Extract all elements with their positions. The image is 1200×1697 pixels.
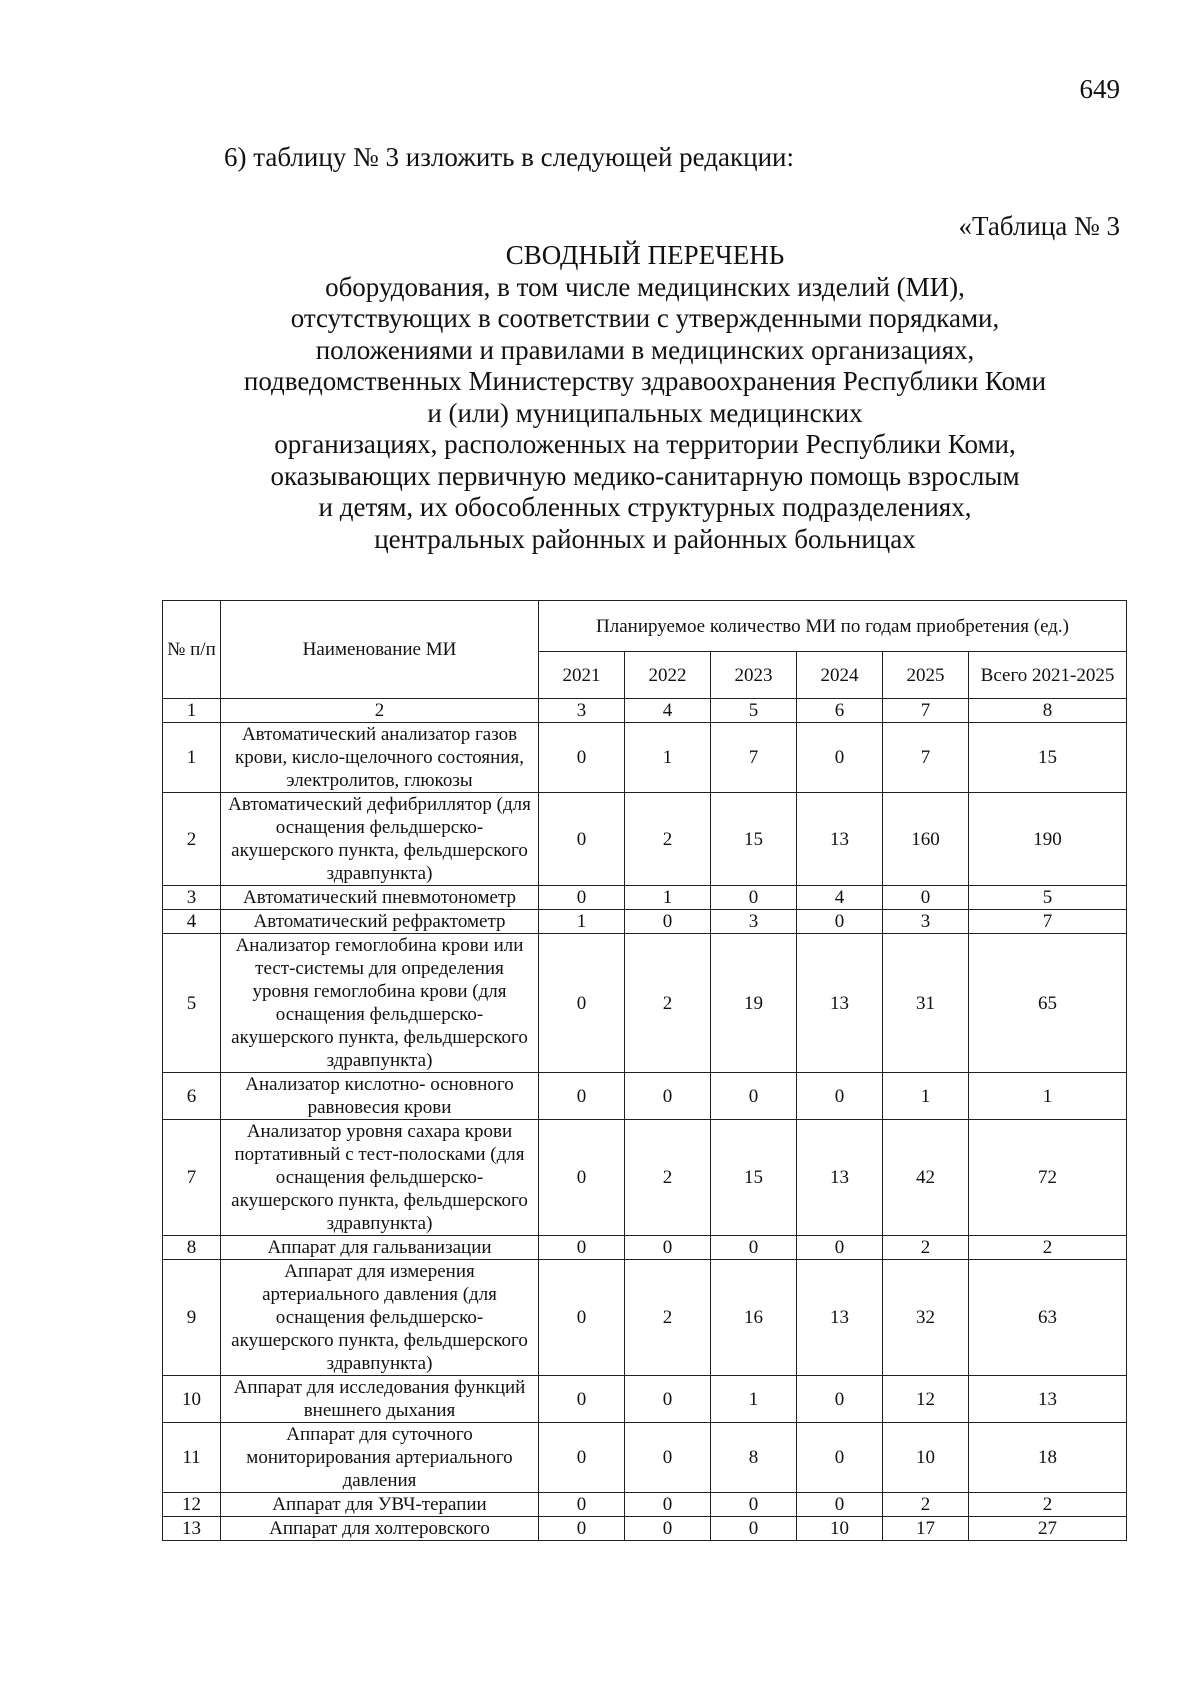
row-2025: 2 bbox=[883, 1493, 969, 1517]
heading-line: и (или) муниципальных медицинских bbox=[427, 397, 863, 428]
heading-line: отсутствующих в соответствии с утвержденными порядками, bbox=[290, 303, 1000, 333]
row-2021: 0 bbox=[539, 1517, 625, 1541]
row-2024: 0 bbox=[797, 910, 883, 934]
column-number: 1 bbox=[163, 699, 221, 723]
row-2023: 15 bbox=[711, 1120, 797, 1236]
column-number: 3 bbox=[539, 699, 625, 723]
row-2025: 42 bbox=[883, 1120, 969, 1236]
column-number: 2 bbox=[221, 699, 539, 723]
heading-line: и детям, их обособленных структурных подразделениях, bbox=[318, 492, 972, 522]
row-name: Аппарат для холтеровского bbox=[221, 1517, 539, 1541]
equipment-table bbox=[162, 600, 1127, 1541]
header-planned: Планируемое количество МИ по годам приобретения (ед.) bbox=[539, 601, 1127, 652]
row-2021: 0 bbox=[539, 1423, 625, 1493]
row-name: Автоматический анализатор газов крови, кисло-щелочного состояния, электролитов, глюкозы bbox=[221, 723, 539, 793]
row-2025: 17 bbox=[883, 1517, 969, 1541]
row-2024: 13 bbox=[797, 1260, 883, 1376]
heading-title: СВОДНЫЙ ПЕРЕЧЕНЬ bbox=[505, 240, 785, 270]
row-2022: 0 bbox=[625, 1493, 711, 1517]
document-heading bbox=[160, 240, 1130, 555]
row-2021: 0 bbox=[539, 886, 625, 910]
row-2021: 0 bbox=[539, 1120, 625, 1236]
column-number: 8 bbox=[969, 699, 1127, 723]
row-number: 1 bbox=[163, 723, 221, 793]
row-2024: 13 bbox=[797, 793, 883, 886]
row-2025: 3 bbox=[883, 910, 969, 934]
row-2025: 0 bbox=[883, 886, 969, 910]
row-2021: 0 bbox=[539, 1376, 625, 1423]
row-2023: 1 bbox=[711, 1376, 797, 1423]
row-total: 27 bbox=[969, 1517, 1127, 1541]
table-row bbox=[163, 1376, 1127, 1423]
row-total: 63 bbox=[969, 1260, 1127, 1376]
header-name: Наименование МИ bbox=[221, 601, 539, 699]
row-2025: 160 bbox=[883, 793, 969, 886]
row-2021: 0 bbox=[539, 1260, 625, 1376]
row-2022: 2 bbox=[625, 934, 711, 1073]
header-year: 2021 bbox=[539, 652, 625, 699]
row-2024: 10 bbox=[797, 1517, 883, 1541]
row-2022: 0 bbox=[625, 1517, 711, 1541]
header-year: 2022 bbox=[625, 652, 711, 699]
amendment-instruction: 6) таблицу № 3 изложить в следующей редакции: bbox=[224, 142, 794, 172]
row-number: 3 bbox=[163, 886, 221, 910]
heading-line: оказывающих первичную медико-санитарную помощь взрослым bbox=[270, 460, 1020, 491]
table-row bbox=[163, 723, 1127, 793]
row-number: 7 bbox=[163, 1120, 221, 1236]
row-total: 2 bbox=[969, 1236, 1127, 1260]
row-number: 9 bbox=[163, 1260, 221, 1376]
row-2023: 0 bbox=[711, 1236, 797, 1260]
row-name: Аппарат для исследования функций внешнего дыхания bbox=[221, 1376, 539, 1423]
row-total: 72 bbox=[969, 1120, 1127, 1236]
row-2025: 32 bbox=[883, 1260, 969, 1376]
row-total: 5 bbox=[969, 886, 1127, 910]
table-row bbox=[163, 1493, 1127, 1517]
row-2023: 0 bbox=[711, 1493, 797, 1517]
header-year: 2025 bbox=[883, 652, 969, 699]
row-2022: 2 bbox=[625, 1260, 711, 1376]
row-2023: 16 bbox=[711, 1260, 797, 1376]
page-number: 649 bbox=[1079, 74, 1120, 104]
row-2022: 1 bbox=[625, 723, 711, 793]
row-2025: 31 bbox=[883, 934, 969, 1073]
row-name: Анализатор кислотно- основного равновесия крови bbox=[221, 1073, 539, 1120]
row-2022: 0 bbox=[625, 1423, 711, 1493]
row-number: 5 bbox=[163, 934, 221, 1073]
row-2024: 0 bbox=[797, 1073, 883, 1120]
row-2024: 0 bbox=[797, 723, 883, 793]
row-number: 4 bbox=[163, 910, 221, 934]
header-year: 2023 bbox=[711, 652, 797, 699]
row-2022: 0 bbox=[625, 1236, 711, 1260]
row-2025: 12 bbox=[883, 1376, 969, 1423]
row-2022: 0 bbox=[625, 910, 711, 934]
row-name: Автоматический дефибриллятор (для оснащения фельдшерско-акушерского пункта, фельдшерского здравпункта) bbox=[221, 793, 539, 886]
row-total: 1 bbox=[969, 1073, 1127, 1120]
row-2022: 2 bbox=[625, 1120, 711, 1236]
row-2021: 1 bbox=[539, 910, 625, 934]
row-2023: 3 bbox=[711, 910, 797, 934]
header-year: 2024 bbox=[797, 652, 883, 699]
table-row bbox=[163, 1073, 1127, 1120]
row-2022: 0 bbox=[625, 1376, 711, 1423]
row-2025: 10 bbox=[883, 1423, 969, 1493]
row-total: 2 bbox=[969, 1493, 1127, 1517]
row-total: 18 bbox=[969, 1423, 1127, 1493]
row-2023: 19 bbox=[711, 934, 797, 1073]
row-2025: 7 bbox=[883, 723, 969, 793]
row-2023: 0 bbox=[711, 886, 797, 910]
row-name: Аппарат для гальванизации bbox=[221, 1236, 539, 1260]
row-name: Автоматический рефрактометр bbox=[221, 910, 539, 934]
row-2023: 8 bbox=[711, 1423, 797, 1493]
table-label: «Таблица № 3 bbox=[958, 211, 1120, 241]
row-name: Анализатор уровня сахара крови портативный с тест-полосками (для оснащения фельдшерско-акушерского пункта, фельдшерского здравпункта) bbox=[221, 1120, 539, 1236]
row-total: 7 bbox=[969, 910, 1127, 934]
row-2024: 0 bbox=[797, 1493, 883, 1517]
table-row bbox=[163, 1423, 1127, 1493]
row-2021: 0 bbox=[539, 1493, 625, 1517]
row-name: Автоматический пневмотонометр bbox=[221, 886, 539, 910]
row-2024: 0 bbox=[797, 1423, 883, 1493]
row-2024: 13 bbox=[797, 934, 883, 1073]
header-num: № п/п bbox=[163, 601, 221, 699]
row-2024: 13 bbox=[797, 1120, 883, 1236]
row-2022: 2 bbox=[625, 793, 711, 886]
row-total: 13 bbox=[969, 1376, 1127, 1423]
row-number: 12 bbox=[163, 1493, 221, 1517]
row-2023: 0 bbox=[711, 1517, 797, 1541]
heading-line: положениями и правилами в медицинских организациях, bbox=[315, 334, 975, 365]
row-number: 11 bbox=[163, 1423, 221, 1493]
table-row bbox=[163, 1517, 1127, 1541]
column-number: 5 bbox=[711, 699, 797, 723]
heading-line: оборудования, в том числе медицинских изделий (МИ), bbox=[325, 271, 965, 302]
row-2021: 0 bbox=[539, 1236, 625, 1260]
column-number: 4 bbox=[625, 699, 711, 723]
row-2024: 4 bbox=[797, 886, 883, 910]
row-2021: 0 bbox=[539, 934, 625, 1073]
column-number: 7 bbox=[883, 699, 969, 723]
row-number: 2 bbox=[163, 793, 221, 886]
heading-line: организациях, расположенных на территории Республики Коми, bbox=[274, 429, 1016, 459]
row-name: Анализатор гемоглобина крови или тест-системы для определения уровня гемоглобина крови (для оснащения фельдшерско-акушерского пункта, фельдшерского здравпункта) bbox=[221, 934, 539, 1073]
table-row bbox=[163, 1120, 1127, 1236]
table-row bbox=[163, 793, 1127, 886]
row-total: 15 bbox=[969, 723, 1127, 793]
row-2021: 0 bbox=[539, 723, 625, 793]
row-name: Аппарат для УВЧ-терапии bbox=[221, 1493, 539, 1517]
row-name: Аппарат для измерения артериального давления (для оснащения фельдшерско-акушерского пункта, фельдшерского здравпункта) bbox=[221, 1260, 539, 1376]
row-2025: 2 bbox=[883, 1236, 969, 1260]
heading-line: подведомственных Министерству здравоохранения Республики Коми bbox=[243, 366, 1047, 396]
row-total: 190 bbox=[969, 793, 1127, 886]
table-row bbox=[163, 886, 1127, 910]
table-row bbox=[163, 1260, 1127, 1376]
row-2021: 0 bbox=[539, 793, 625, 886]
row-number: 8 bbox=[163, 1236, 221, 1260]
row-number: 6 bbox=[163, 1073, 221, 1120]
row-number: 10 bbox=[163, 1376, 221, 1423]
row-2024: 0 bbox=[797, 1376, 883, 1423]
row-name: Аппарат для суточного мониторирования артериального давления bbox=[221, 1423, 539, 1493]
row-2022: 1 bbox=[625, 886, 711, 910]
header-total: Всего 2021-2025 bbox=[969, 652, 1127, 699]
heading-line: центральных районных и районных больницах bbox=[374, 523, 916, 554]
row-2021: 0 bbox=[539, 1073, 625, 1120]
row-2025: 1 bbox=[883, 1073, 969, 1120]
row-number: 13 bbox=[163, 1517, 221, 1541]
table-row bbox=[163, 934, 1127, 1073]
row-2023: 7 bbox=[711, 723, 797, 793]
row-2023: 0 bbox=[711, 1073, 797, 1120]
table-row bbox=[163, 1236, 1127, 1260]
column-number: 6 bbox=[797, 699, 883, 723]
row-total: 65 bbox=[969, 934, 1127, 1073]
row-2024: 0 bbox=[797, 1236, 883, 1260]
row-2023: 15 bbox=[711, 793, 797, 886]
row-2022: 0 bbox=[625, 1073, 711, 1120]
table-row bbox=[163, 910, 1127, 934]
